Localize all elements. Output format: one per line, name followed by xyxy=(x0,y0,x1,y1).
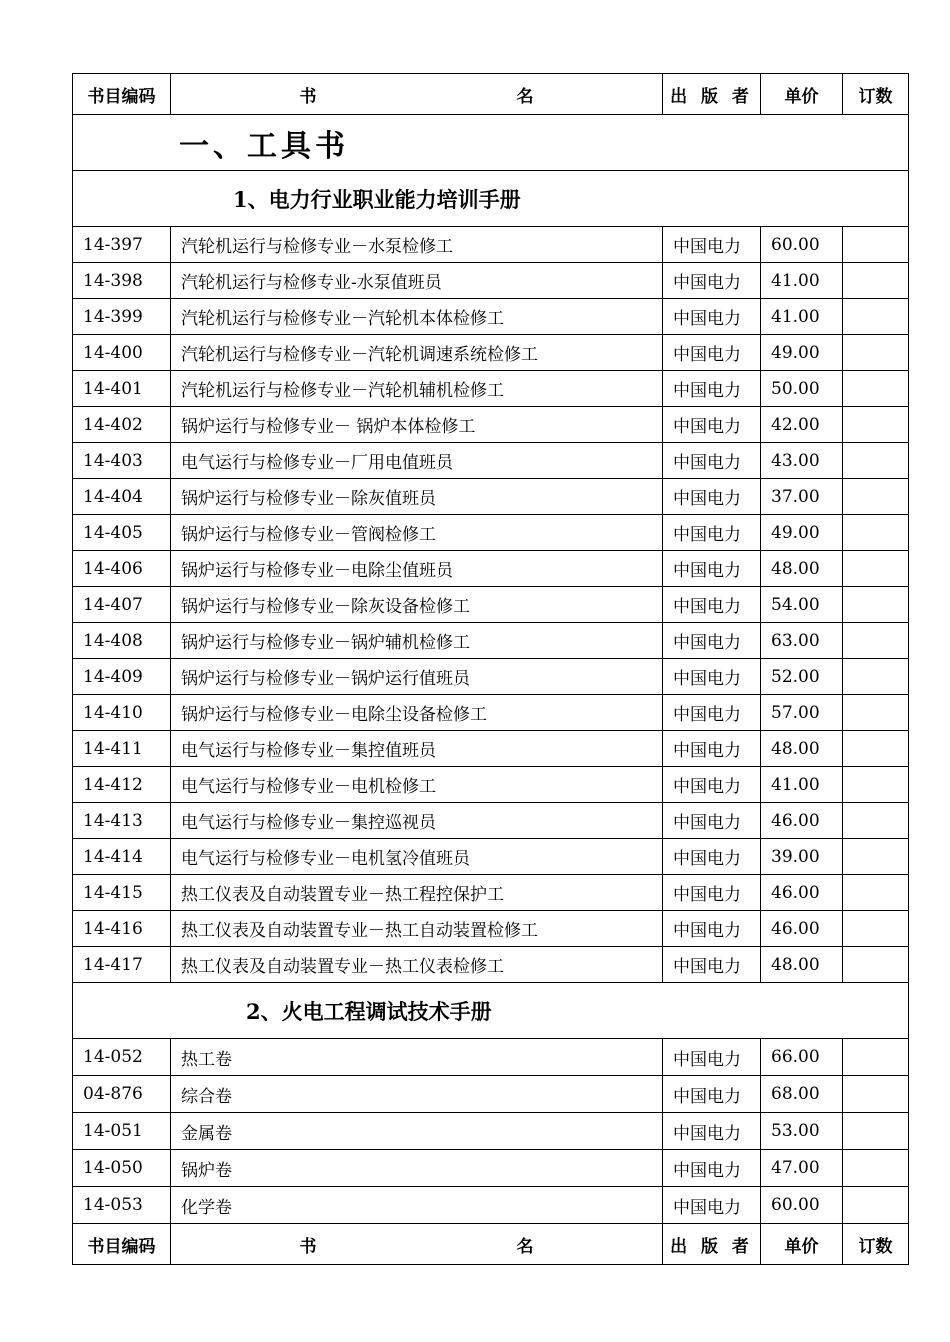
book-publisher: 中国电力 xyxy=(663,803,761,839)
section-title: 一、工具书 xyxy=(73,115,909,171)
header-name-right: 名 xyxy=(516,1236,534,1257)
book-code: 14-417 xyxy=(73,947,171,983)
book-qty xyxy=(843,875,909,911)
book-code: 14-053 xyxy=(73,1187,171,1224)
book-publisher: 中国电力 xyxy=(663,1187,761,1224)
book-code: 14-415 xyxy=(73,875,171,911)
book-code: 14-051 xyxy=(73,1113,171,1150)
book-code: 14-050 xyxy=(73,1150,171,1187)
book-name: 锅炉运行与检修专业－电除尘设备检修工 xyxy=(171,695,663,731)
book-price: 41.00 xyxy=(761,263,843,299)
book-qty xyxy=(843,1113,909,1150)
table-row xyxy=(73,227,909,263)
book-code: 14-404 xyxy=(73,479,171,515)
table-row xyxy=(73,551,909,587)
book-name: 汽轮机运行与检修专业－汽轮机调速系统检修工 xyxy=(171,335,663,371)
book-code: 14-414 xyxy=(73,839,171,875)
table-row xyxy=(73,1150,909,1187)
book-qty xyxy=(843,407,909,443)
book-price: 63.00 xyxy=(761,623,843,659)
book-price: 60.00 xyxy=(761,1187,843,1224)
book-name: 锅炉运行与检修专业－锅炉运行值班员 xyxy=(171,659,663,695)
book-code: 14-405 xyxy=(73,515,171,551)
book-qty xyxy=(843,515,909,551)
book-qty xyxy=(843,299,909,335)
book-code: 14-402 xyxy=(73,407,171,443)
book-qty xyxy=(843,1150,909,1187)
book-code: 14-413 xyxy=(73,803,171,839)
table-row xyxy=(73,659,909,695)
book-price: 48.00 xyxy=(761,947,843,983)
book-price: 48.00 xyxy=(761,731,843,767)
book-qty xyxy=(843,731,909,767)
table-row xyxy=(73,587,909,623)
book-qty xyxy=(843,335,909,371)
header-publisher: 出 版 者 xyxy=(663,74,761,115)
table-row xyxy=(73,263,909,299)
book-price: 57.00 xyxy=(761,695,843,731)
book-qty xyxy=(843,443,909,479)
book-name: 锅炉运行与检修专业－ 锅炉本体检修工 xyxy=(171,407,663,443)
header-name-left: 书 xyxy=(299,1236,317,1257)
header-name-right: 名 xyxy=(516,86,534,107)
book-name: 电气运行与检修专业－集控值班员 xyxy=(171,731,663,767)
book-qty xyxy=(843,1039,909,1076)
book-name: 锅炉运行与检修专业－锅炉辅机检修工 xyxy=(171,623,663,659)
book-name: 热工仪表及自动装置专业－热工程控保护工 xyxy=(171,875,663,911)
book-qty xyxy=(843,767,909,803)
book-publisher: 中国电力 xyxy=(663,731,761,767)
table-row xyxy=(73,803,909,839)
book-price: 41.00 xyxy=(761,767,843,803)
book-name: 金属卷 xyxy=(171,1113,663,1150)
book-publisher: 中国电力 xyxy=(663,695,761,731)
book-publisher: 中国电力 xyxy=(663,1076,761,1113)
group1-title: 1、电力行业职业能力培训手册 xyxy=(73,171,909,227)
book-name: 锅炉运行与检修专业－除灰值班员 xyxy=(171,479,663,515)
book-code: 04-876 xyxy=(73,1076,171,1113)
book-name: 汽轮机运行与检修专业－汽轮机本体检修工 xyxy=(171,299,663,335)
book-publisher: 中国电力 xyxy=(663,659,761,695)
section-row xyxy=(73,115,909,171)
group2-title: 2、火电工程调试技术手册 xyxy=(73,983,909,1039)
book-publisher: 中国电力 xyxy=(663,839,761,875)
book-code: 14-052 xyxy=(73,1039,171,1076)
book-qty xyxy=(843,839,909,875)
header-price: 单价 xyxy=(761,1224,843,1265)
book-publisher: 中国电力 xyxy=(663,551,761,587)
table-row xyxy=(73,371,909,407)
table-row xyxy=(73,695,909,731)
header-row-bottom xyxy=(73,1224,909,1265)
book-qty xyxy=(843,479,909,515)
book-publisher: 中国电力 xyxy=(663,263,761,299)
table-row xyxy=(73,515,909,551)
book-qty xyxy=(843,263,909,299)
header-name xyxy=(171,1224,663,1265)
header-name-left: 书 xyxy=(299,86,317,107)
group-title-row xyxy=(73,983,909,1039)
book-name: 热工仪表及自动装置专业－热工仪表检修工 xyxy=(171,947,663,983)
book-price: 46.00 xyxy=(761,803,843,839)
table-row xyxy=(73,1187,909,1224)
book-price: 48.00 xyxy=(761,551,843,587)
header-qty: 订数 xyxy=(843,74,909,115)
book-qty xyxy=(843,911,909,947)
book-price: 49.00 xyxy=(761,335,843,371)
book-name: 化学卷 xyxy=(171,1187,663,1224)
table-row xyxy=(73,911,909,947)
book-code: 14-400 xyxy=(73,335,171,371)
book-name: 汽轮机运行与检修专业－汽轮机辅机检修工 xyxy=(171,371,663,407)
book-price: 47.00 xyxy=(761,1150,843,1187)
header-code: 书目编码 xyxy=(73,74,171,115)
book-publisher: 中国电力 xyxy=(663,587,761,623)
header-price: 单价 xyxy=(761,74,843,115)
book-code: 14-407 xyxy=(73,587,171,623)
book-publisher: 中国电力 xyxy=(663,443,761,479)
table-row xyxy=(73,1076,909,1113)
book-code: 14-411 xyxy=(73,731,171,767)
book-publisher: 中国电力 xyxy=(663,947,761,983)
table-row xyxy=(73,839,909,875)
table-row xyxy=(73,407,909,443)
book-qty xyxy=(843,551,909,587)
book-price: 37.00 xyxy=(761,479,843,515)
book-code: 14-408 xyxy=(73,623,171,659)
book-price: 41.00 xyxy=(761,299,843,335)
book-price: 68.00 xyxy=(761,1076,843,1113)
book-publisher: 中国电力 xyxy=(663,227,761,263)
book-name: 热工仪表及自动装置专业－热工自动装置检修工 xyxy=(171,911,663,947)
book-qty xyxy=(843,659,909,695)
book-code: 14-399 xyxy=(73,299,171,335)
book-qty xyxy=(843,371,909,407)
table-row xyxy=(73,335,909,371)
book-name: 电气运行与检修专业－电机氢冷值班员 xyxy=(171,839,663,875)
book-name: 锅炉运行与检修专业－管阀检修工 xyxy=(171,515,663,551)
book-qty xyxy=(843,587,909,623)
book-code: 14-403 xyxy=(73,443,171,479)
header-publisher: 出 版 者 xyxy=(663,1224,761,1265)
book-code: 14-412 xyxy=(73,767,171,803)
book-price: 53.00 xyxy=(761,1113,843,1150)
book-name: 热工卷 xyxy=(171,1039,663,1076)
book-code: 14-397 xyxy=(73,227,171,263)
book-price: 66.00 xyxy=(761,1039,843,1076)
header-name xyxy=(171,74,663,115)
book-price: 52.00 xyxy=(761,659,843,695)
book-name: 锅炉运行与检修专业－电除尘值班员 xyxy=(171,551,663,587)
book-qty xyxy=(843,803,909,839)
book-publisher: 中国电力 xyxy=(663,479,761,515)
book-publisher: 中国电力 xyxy=(663,1039,761,1076)
book-code: 14-406 xyxy=(73,551,171,587)
book-price: 54.00 xyxy=(761,587,843,623)
book-price: 46.00 xyxy=(761,911,843,947)
book-price: 39.00 xyxy=(761,839,843,875)
book-publisher: 中国电力 xyxy=(663,515,761,551)
book-qty xyxy=(843,623,909,659)
book-name: 综合卷 xyxy=(171,1076,663,1113)
book-price: 50.00 xyxy=(761,371,843,407)
book-publisher: 中国电力 xyxy=(663,911,761,947)
table-row xyxy=(73,299,909,335)
book-price: 46.00 xyxy=(761,875,843,911)
book-publisher: 中国电力 xyxy=(663,767,761,803)
table-row xyxy=(73,1039,909,1076)
table-row xyxy=(73,623,909,659)
book-name: 锅炉运行与检修专业－除灰设备检修工 xyxy=(171,587,663,623)
table-row xyxy=(73,767,909,803)
book-code: 14-401 xyxy=(73,371,171,407)
book-price: 42.00 xyxy=(761,407,843,443)
table-row xyxy=(73,875,909,911)
book-code: 14-409 xyxy=(73,659,171,695)
book-catalog-table xyxy=(72,73,909,1265)
book-name: 汽轮机运行与检修专业－水泵检修工 xyxy=(171,227,663,263)
book-name: 汽轮机运行与检修专业-水泵值班员 xyxy=(171,263,663,299)
header-row-top xyxy=(73,74,909,115)
book-name: 电气运行与检修专业－电机检修工 xyxy=(171,767,663,803)
book-price: 60.00 xyxy=(761,227,843,263)
book-name: 电气运行与检修专业－集控巡视员 xyxy=(171,803,663,839)
catalog-body xyxy=(73,74,909,1265)
book-code: 14-416 xyxy=(73,911,171,947)
table-row xyxy=(73,1113,909,1150)
book-publisher: 中国电力 xyxy=(663,407,761,443)
header-code: 书目编码 xyxy=(73,1224,171,1265)
book-qty xyxy=(843,1076,909,1113)
book-publisher: 中国电力 xyxy=(663,371,761,407)
book-publisher: 中国电力 xyxy=(663,623,761,659)
book-name: 锅炉卷 xyxy=(171,1150,663,1187)
book-publisher: 中国电力 xyxy=(663,1150,761,1187)
book-publisher: 中国电力 xyxy=(663,1113,761,1150)
group-title-row xyxy=(73,171,909,227)
book-publisher: 中国电力 xyxy=(663,299,761,335)
book-qty xyxy=(843,947,909,983)
book-code: 14-410 xyxy=(73,695,171,731)
book-code: 14-398 xyxy=(73,263,171,299)
book-price: 43.00 xyxy=(761,443,843,479)
book-qty xyxy=(843,227,909,263)
table-row xyxy=(73,479,909,515)
book-publisher: 中国电力 xyxy=(663,875,761,911)
book-price: 49.00 xyxy=(761,515,843,551)
book-qty xyxy=(843,1187,909,1224)
book-qty xyxy=(843,695,909,731)
table-row xyxy=(73,731,909,767)
table-row xyxy=(73,443,909,479)
header-qty: 订数 xyxy=(843,1224,909,1265)
book-publisher: 中国电力 xyxy=(663,335,761,371)
book-name: 电气运行与检修专业－厂用电值班员 xyxy=(171,443,663,479)
table-row xyxy=(73,947,909,983)
